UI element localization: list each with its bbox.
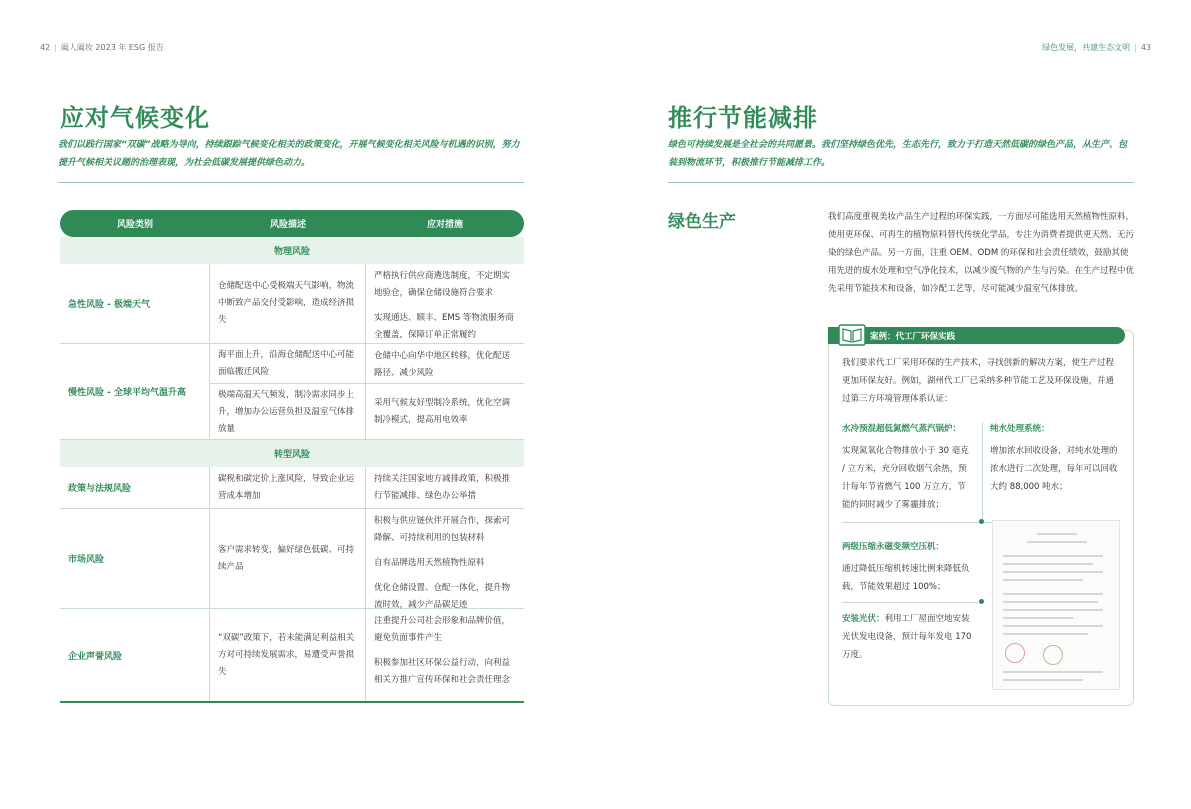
feature-boiler-title: 水冷预混超低氮燃气蒸汽锅炉： xyxy=(842,424,962,434)
measure-item: 仓储中心向华中地区转移，优化配送路径、减少风险 xyxy=(374,351,511,378)
risk-measures xyxy=(366,384,524,440)
left-divider xyxy=(58,182,524,183)
risk-measures xyxy=(366,264,524,343)
feature-compressor-text: 通过降低压缩机转速比例来降低负载，节能效果超过 100%； xyxy=(842,564,970,592)
header-measures: 应对措施 xyxy=(426,220,463,230)
report-title: 阖人阖妆 2023 年 ESG 报告 xyxy=(60,43,164,52)
risk-description: 海平面上升，沿海仓储配送中心可能面临搬迁风险 xyxy=(210,344,366,383)
divider-dot xyxy=(979,599,984,604)
measure-item: 优化仓储设置、仓配一体化，提升物流时效，减少产品碳足迹 xyxy=(374,583,511,610)
left-page-header: 42 | 阖人阖妆 2023 年 ESG 报告 xyxy=(40,43,164,52)
risk-category: 市场风险 xyxy=(60,509,210,608)
risk-table xyxy=(60,210,524,703)
section-transition-risk: 转型风险 xyxy=(60,440,524,467)
risk-entry xyxy=(210,344,524,384)
measure-item: 采用气候友好型制冷系统，优化空调制冷模式，提高用电效率 xyxy=(374,398,511,425)
case-row-divider xyxy=(842,602,978,603)
case-column-divider xyxy=(982,422,983,522)
green-production-heading: 绿色生产 xyxy=(668,212,736,232)
measure-item: 严格执行供应商遴选制度，不定期实地验仓，确保仓储设施符合要求 xyxy=(374,271,511,298)
risk-description: 碳税和碳定价上涨风险，导致企业运营成本增加 xyxy=(210,467,366,508)
risk-measures xyxy=(366,609,524,701)
certificate-image xyxy=(992,520,1120,690)
measure-item: 自有品牌选用天然植物性原料 xyxy=(374,558,485,568)
feature-solar-text: 利用工厂屋面空地安装光伏发电设备，预计每年发电 170 万度。 xyxy=(842,614,972,660)
risk-category: 急性风险 - 极端天气 xyxy=(60,264,210,343)
risk-category: 政策与法规风险 xyxy=(60,467,210,508)
table-bottom-rule xyxy=(60,701,524,703)
right-page-number: 43 xyxy=(1140,43,1151,52)
left-intro: 我们以践行国家“双碳”战略为导向，持续跟踪气候变化相关的政策变化，开展气候变化相关风险与机遇的识别，努力提升气候相关议题的治理表现，为社会低碳发展提供绿色动力。 xyxy=(58,140,520,168)
risk-description: 客户需求转变，偏好绿色低碳、可持续产品 xyxy=(210,509,366,608)
table-row xyxy=(60,509,524,609)
risk-category: 企业声誉风险 xyxy=(60,609,210,701)
feature-solar xyxy=(842,610,976,664)
case-title: 案例：代工厂环保实践 xyxy=(870,331,956,342)
table-row xyxy=(60,344,524,440)
table-row xyxy=(60,609,524,701)
risk-description: “双碳”政策下，若未能满足利益相关方对可持续发展需求，易遭受声誉损失 xyxy=(210,609,366,701)
table-row xyxy=(60,467,524,509)
risk-description: 仓储配送中心受极端天气影响，物流中断致产品交付受影响，造成经济损失 xyxy=(210,264,366,343)
table-row xyxy=(60,264,524,344)
feature-water-text: 增加浓水回收设备，对纯水处理的浓水进行二次处理，每年可以回收大约 88,000 吨水； xyxy=(990,446,1118,492)
risk-entries xyxy=(210,344,524,439)
book-icon xyxy=(838,324,866,346)
left-section-title: 应对气候变化 xyxy=(60,104,210,132)
right-intro: 绿色可持续发展是全社会的共同愿景。我们坚持绿色优先，生态先行，致力于打造天然低碳的绿色产品，从生产、包装到物流环节，积极推行节能减排工作。 xyxy=(668,140,1128,168)
measure-item: 积极与供应链伙伴开展合作，探索可降解、可持续利用的包装材料 xyxy=(374,516,511,543)
risk-entry xyxy=(210,384,524,440)
header-risk-category: 风险类别 xyxy=(116,220,153,230)
divider-dot xyxy=(979,519,984,524)
green-production-text: 我们高度重视美妆产品生产过程的环保实践，一方面尽可能选用天然植物性原料，使用更环保、可再生的植物原料替代传统化学品，专注为消费者提供更天然、无污染的绿色产品。另一方面，注重 OEM、ODM 的环保和社会责任绩效，鼓励其使用先进的废水处理和空气净化技术，以减少废气物的产生与污染。在生产过程中优先采用节能技术和设备，如冷配工艺等，尽可能减少温室气体排放。 xyxy=(828,212,1135,294)
feature-water-title: 纯水处理系统： xyxy=(990,424,1050,434)
left-page-number: 42 xyxy=(40,43,51,52)
feature-compressor-title: 两级压缩永磁变频空压机： xyxy=(842,542,945,552)
feature-boiler-text: 实现氮氧化合物排放小于 30 毫克 / 立方米，充分回收烟气余热，预计每年节省燃气 100 万立方，节能的同时减少了雾霾排放； xyxy=(842,446,969,510)
section-physical-risk: 物理风险 xyxy=(60,237,524,264)
feature-solar-title: 安装光伏： xyxy=(842,614,885,624)
chapter-title: 绿色发展，共建生态文明 xyxy=(1042,43,1131,52)
right-page-header: 绿色发展，共建生态文明 | 43 xyxy=(1042,43,1151,52)
risk-category: 慢性风险 - 全球平均气温升高 xyxy=(60,344,210,439)
measure-item: 持续关注国家地方减排政策，积极推行节能减排、绿色办公举措 xyxy=(374,474,511,501)
measure-item: 实现通达、顺丰、EMS 等物流服务商全覆盖，保障订单正常履约 xyxy=(374,313,514,340)
header-risk-description: 风险描述 xyxy=(269,220,306,230)
risk-measures xyxy=(366,467,524,508)
case-intro: 我们要求代工厂采用环保的生产技术，寻找创新的解决方案，使生产过程更加环保友好。例如，湖州代工厂已采纳多种节能工艺及环保设施，并通过第三方环境管理体系认证： xyxy=(842,358,1115,404)
measure-item: 注重提升公司社会形象和品牌价值，避免负面事件产生 xyxy=(374,616,511,643)
risk-measures xyxy=(366,344,524,383)
right-divider xyxy=(668,182,1134,183)
risk-measures xyxy=(366,509,524,608)
right-section-title: 推行节能减排 xyxy=(668,104,818,132)
measure-item: 积极参加社区环保公益行动，向利益相关方推广宣传环保和社会责任理念 xyxy=(374,658,511,685)
table-header xyxy=(60,210,524,237)
case-title-bar xyxy=(828,327,1125,344)
risk-description: 极端高温天气频发，制冷需求同步上升，增加办公运营负担及温室气体排放量 xyxy=(210,384,366,440)
